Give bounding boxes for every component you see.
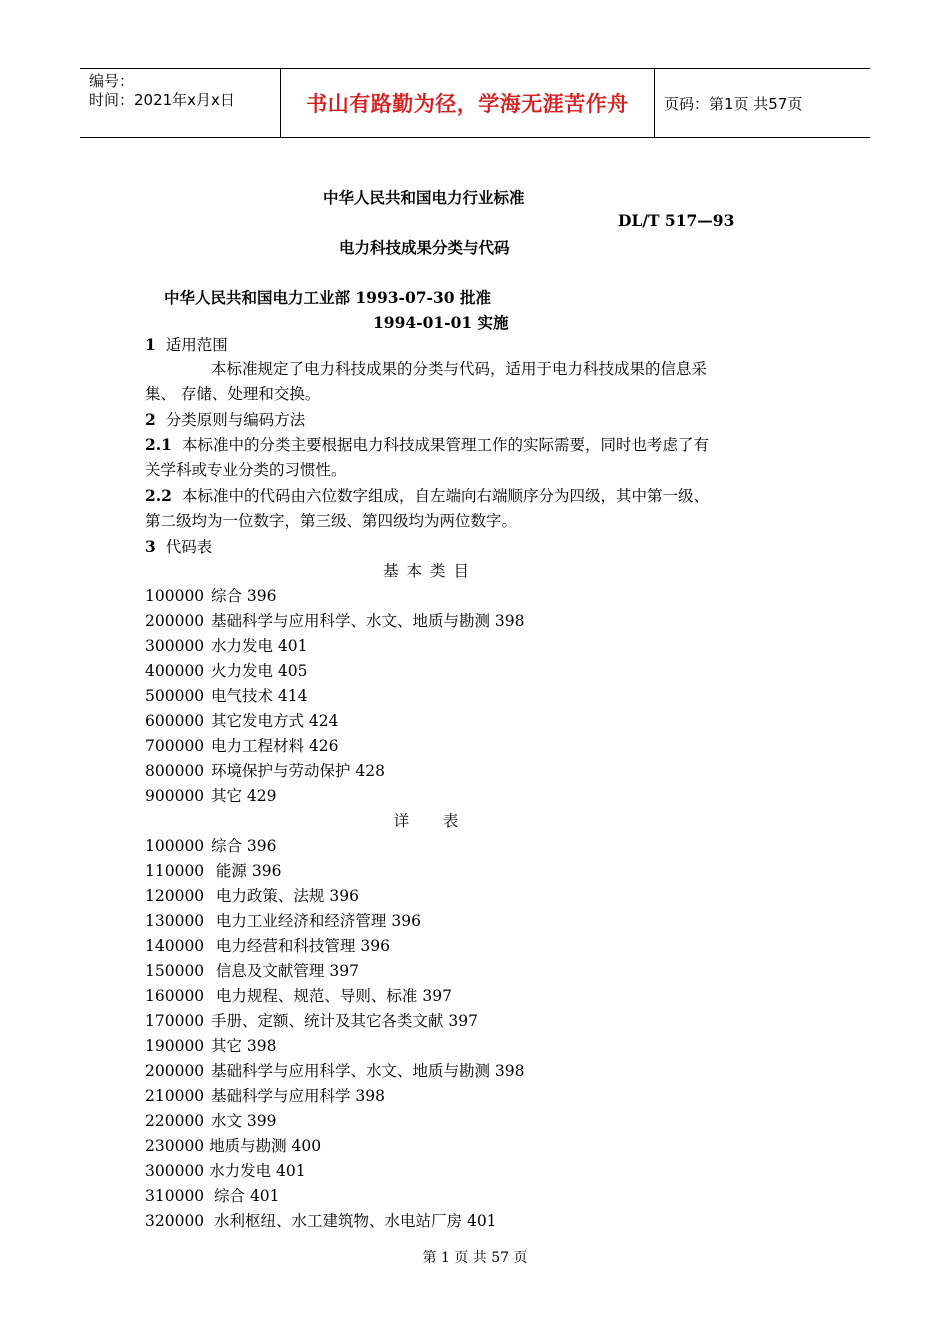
section-heading — [145, 332, 725, 357]
item-code: 600000 — [145, 712, 205, 730]
document-body — [145, 332, 725, 1234]
list-item — [145, 734, 725, 759]
list-item — [145, 834, 725, 859]
item-code: 150000 — [145, 962, 205, 980]
list-item — [145, 584, 725, 609]
item-code: 140000 — [145, 937, 205, 955]
item-code: 700000 — [145, 737, 205, 755]
header-meta — [80, 69, 281, 137]
doc-title-standard: 中华人民共和国电力行业标准 — [323, 188, 525, 207]
item-code: 130000 — [145, 912, 205, 930]
doc-implementation: 1994-01-01 实施 — [373, 313, 509, 332]
item-code: 110000 — [145, 862, 205, 880]
item-name: 基础科学与应用科学 398 — [211, 1087, 386, 1105]
item-code: 160000 — [145, 987, 205, 1005]
list-item — [145, 1034, 725, 1059]
header-motto: 书山有路勤为径，学海无涯苦作舟 — [281, 69, 655, 137]
section-number: 2.1 — [145, 435, 172, 454]
item-name: 能源 396 — [211, 862, 282, 880]
doc-number-label: 编号： — [89, 72, 135, 90]
item-name: 手册、定额、统计及其它各类文献 397 — [211, 1012, 479, 1030]
basic-categories-list — [145, 584, 725, 809]
basic-categories-title: 基本类目 — [382, 562, 477, 580]
item-name: 其它 429 — [211, 787, 277, 805]
section-number: 1 — [145, 335, 156, 354]
section-number: 2 — [145, 410, 156, 429]
item-code: 500000 — [145, 687, 205, 705]
item-code: 800000 — [145, 762, 205, 780]
list-item — [145, 934, 725, 959]
list-item — [145, 1109, 725, 1134]
list-item — [145, 634, 725, 659]
detail-table-title: 详 表 — [393, 812, 467, 830]
item-name: 电力规程、规范、导则、标准 397 — [211, 987, 452, 1005]
item-name: 基础科学与应用科学、水文、地质与勘测 398 — [211, 612, 525, 630]
list-item — [145, 659, 725, 684]
item-name: 其它发电方式 424 — [211, 712, 339, 730]
item-name: 火力发电 405 — [211, 662, 308, 680]
item-code: 200000 — [145, 1062, 205, 1080]
list-item — [145, 1059, 725, 1084]
header-page-info: 页码：第1页 共57页 — [664, 94, 803, 113]
section-number: 3 — [145, 537, 156, 556]
item-name: 综合 396 — [211, 837, 277, 855]
list-item: 320000 水利枢纽、水工建筑物、水电站厂房 401 — [145, 1212, 497, 1230]
item-code: 400000 — [145, 662, 205, 680]
paragraph-text: 本标准中的分类主要根据电力科技成果管理工作的实际需要，同时也考虑了有 关学科或专业分类的习惯性。 — [145, 436, 709, 479]
list-item — [145, 959, 725, 984]
section-heading — [145, 407, 725, 432]
list-item: 310000 综合 401 — [145, 1187, 280, 1205]
list-item: 300000 水力发电 401 — [145, 1162, 306, 1180]
list-item — [145, 784, 725, 809]
item-code: 300000 — [145, 637, 205, 655]
item-code: 900000 — [145, 787, 205, 805]
item-code: 120000 — [145, 887, 205, 905]
doc-title: 电力科技成果分类与代码 — [339, 238, 510, 257]
item-code: 190000 — [145, 1037, 205, 1055]
item-name: 电力工程材料 426 — [211, 737, 339, 755]
section-title: 代码表 — [165, 538, 213, 556]
section-number: 2.2 — [145, 486, 172, 505]
item-name: 水文 399 — [211, 1112, 277, 1130]
list-item — [145, 709, 725, 734]
list-item — [145, 1009, 725, 1034]
detail-list — [145, 834, 725, 1234]
item-name: 电力工业经济和经济管理 396 — [211, 912, 421, 930]
doc-time: 时间：2021年x月x日 — [89, 91, 235, 109]
list-item — [145, 859, 725, 884]
item-code: 100000 — [145, 837, 205, 855]
item-code: 100000 — [145, 587, 205, 605]
item-name: 电力政策、法规 396 — [211, 887, 359, 905]
item-code: 200000 — [145, 612, 205, 630]
paragraph: 本标准规定了电力科技成果的分类与代码，适用于电力科技成果的信息采集、 存储、处理和交换。 — [145, 360, 708, 403]
doc-approval: 中华人民共和国电力工业部 1993-07-30 批准 — [164, 288, 491, 307]
list-item — [145, 984, 725, 1009]
doc-standard-number: DL/T 517—93 — [618, 211, 735, 230]
list-item — [145, 1084, 725, 1109]
item-name: 电气技术 414 — [211, 687, 308, 705]
item-name: 综合 396 — [211, 587, 277, 605]
list-item — [145, 909, 725, 934]
item-name: 水力发电 401 — [211, 637, 308, 655]
item-code: 210000 — [145, 1087, 205, 1105]
page-footer: 第 1 页 共 57 页 — [422, 1250, 528, 1266]
list-item: 230000 地质与勘测 400 — [145, 1137, 322, 1155]
item-code: 170000 — [145, 1012, 205, 1030]
list-item — [145, 759, 725, 784]
section-heading — [145, 534, 725, 559]
list-item — [145, 884, 725, 909]
paragraph-text: 本标准中的代码由六位数字组成，自左端向右端顺序分为四级，其中第一级、 第二级均为一位数字，第三级、第四级均为两位数字。 — [145, 487, 709, 530]
list-item — [145, 609, 725, 634]
item-name: 电力经营和科技管理 396 — [211, 937, 390, 955]
item-name: 其它 398 — [211, 1037, 277, 1055]
section-title: 适用范围 — [165, 336, 228, 354]
paragraph — [145, 432, 725, 483]
item-name: 环境保护与劳动保护 428 — [211, 762, 386, 780]
page-header — [80, 68, 870, 138]
item-code: 220000 — [145, 1112, 205, 1130]
item-name: 信息及文献管理 397 — [211, 962, 359, 980]
item-name: 基础科学与应用科学、水文、地质与勘测 398 — [211, 1062, 525, 1080]
paragraph — [145, 483, 725, 534]
list-item — [145, 684, 725, 709]
section-title: 分类原则与编码方法 — [165, 411, 306, 429]
